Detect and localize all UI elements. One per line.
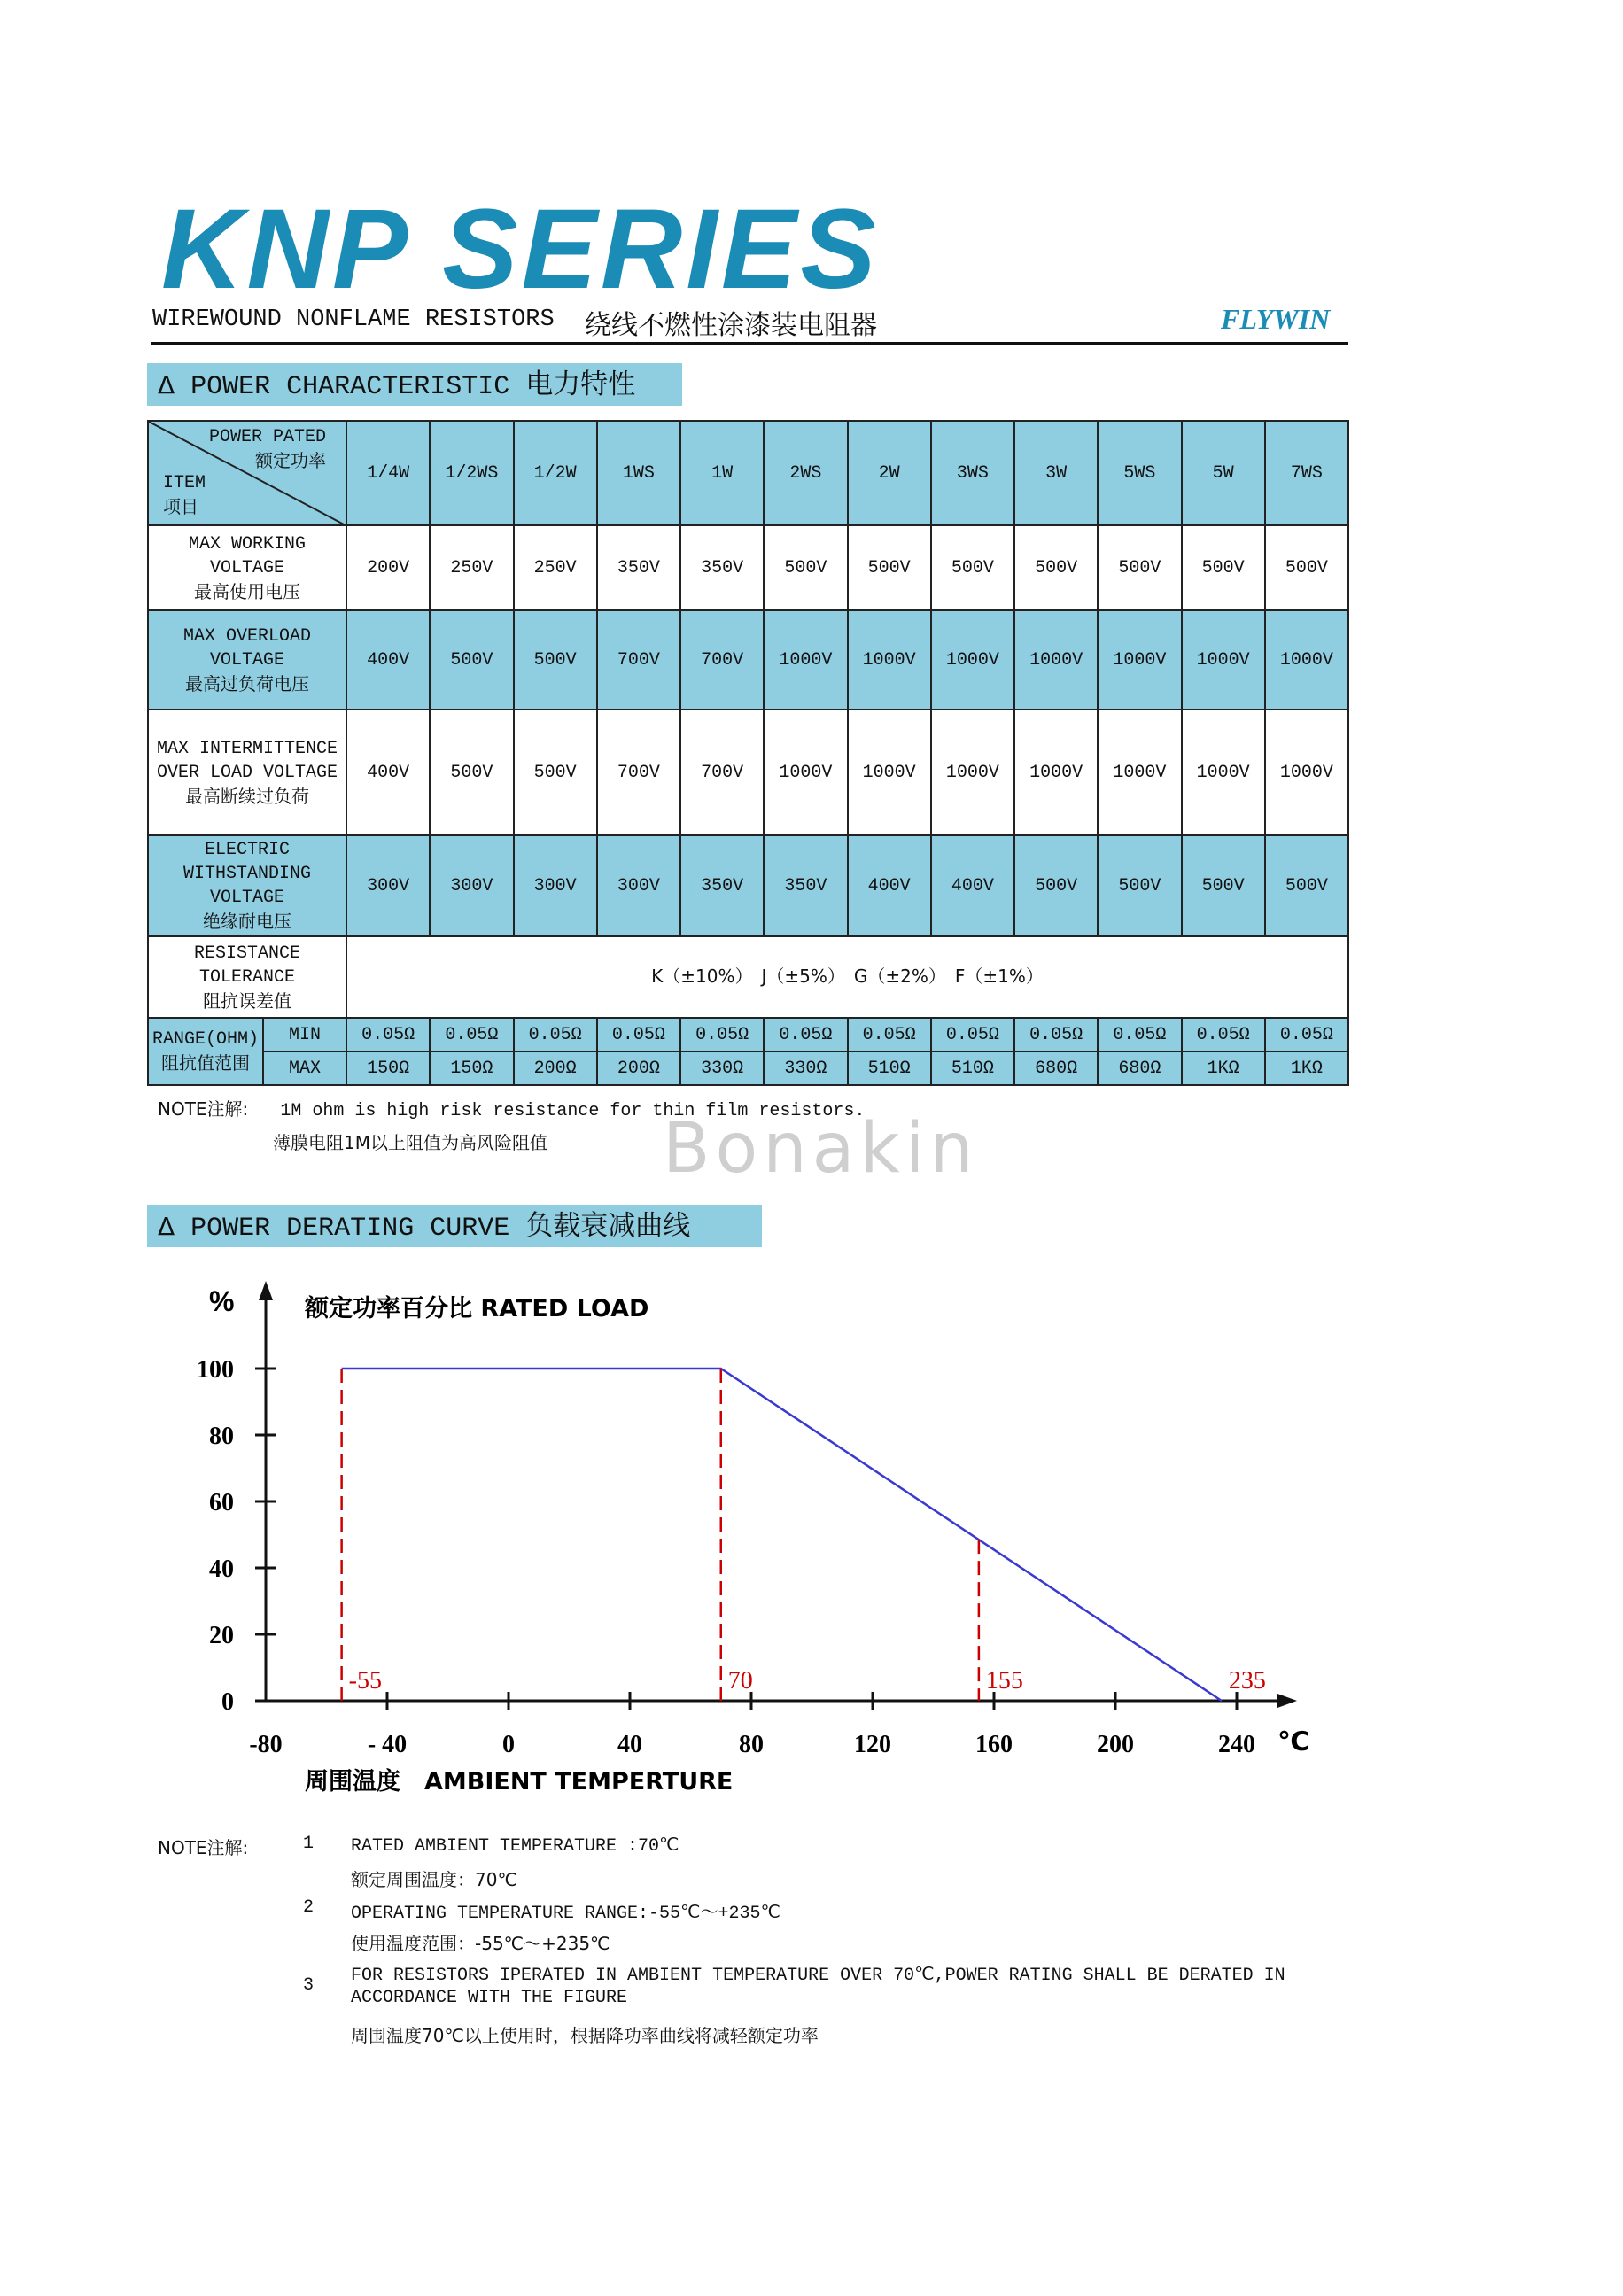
table-row-range-min	[148, 1018, 1348, 1051]
marker-label: 155	[985, 1667, 1023, 1695]
table-cell: 350V	[597, 525, 680, 610]
row-label-en: TOLERANCE	[198, 966, 296, 988]
table-row-max-intermittence-voltage	[148, 710, 1348, 835]
row-label	[148, 835, 346, 936]
table-cell: 150Ω	[346, 1051, 430, 1085]
y-tick-label: 60	[209, 1489, 234, 1516]
subtitle-english: WIREWOUND NONFLAME RESISTORS	[152, 306, 555, 333]
x-tick-label: 240	[1218, 1731, 1255, 1758]
table-cell: 500V	[430, 710, 513, 835]
table-cell: 500V	[1014, 525, 1098, 610]
table-cell: 500V	[430, 610, 513, 710]
table-cell: 0.05Ω	[1098, 1018, 1181, 1051]
table-cell: 680Ω	[1014, 1051, 1098, 1085]
note-1-cn: 额定周围温度：70℃	[351, 1869, 517, 1890]
table-cell: 200V	[346, 525, 430, 610]
tolerance-value	[346, 936, 1348, 1018]
table-cell: 500V	[1182, 525, 1265, 610]
column-header: 1/4W	[346, 421, 430, 525]
table-cell: 0.05Ω	[597, 1018, 680, 1051]
note-2-cn: 使用温度范围：-55℃～+235℃	[351, 1933, 610, 1954]
row-label-en: VOLTAGE	[209, 888, 284, 908]
corner-top-cn: 额定功率	[255, 450, 326, 471]
derating-chart	[177, 1276, 1329, 1807]
table-cell: 1000V	[1265, 710, 1348, 835]
table-cell: 510Ω	[931, 1051, 1014, 1085]
table-cell: 300V	[514, 835, 597, 936]
table-cell: 350V	[680, 835, 764, 936]
table-cell: 200Ω	[514, 1051, 597, 1085]
table-cell: 200Ω	[597, 1051, 680, 1085]
y-tick-label: 80	[209, 1423, 234, 1450]
x-tick-label: 40	[617, 1731, 642, 1758]
derating-curve-heading	[147, 1205, 762, 1247]
table-cell: 1000V	[1182, 710, 1265, 835]
row-label-en: WITHSTANDING	[182, 864, 312, 884]
x-axis-label: 周围温度 AMBIENT TEMPERTURE	[305, 1768, 734, 1796]
table-cell: 1000V	[764, 610, 847, 710]
table-cell: 150Ω	[430, 1051, 513, 1085]
y-tick-label: 0	[221, 1688, 234, 1716]
column-header: 5W	[1182, 421, 1265, 525]
row-label-cn: 最高使用电压	[194, 580, 300, 602]
row-label	[148, 936, 346, 1018]
table-cell: 300V	[597, 835, 680, 936]
corner-bottom-en: ITEM	[163, 473, 206, 493]
power-characteristic-heading	[147, 363, 682, 406]
row-label	[148, 710, 346, 835]
note-2-en: OPERATING TEMPERATURE RANGE:-55℃～+235℃	[351, 1904, 780, 1924]
max-label: MAX	[263, 1051, 346, 1085]
x-tick-label: -80	[249, 1731, 283, 1758]
table-cell: 0.05Ω	[346, 1018, 430, 1051]
note-number: 1	[303, 1834, 315, 1854]
table-cell: 1000V	[1265, 610, 1348, 710]
row-label	[148, 610, 346, 710]
row-label-en: VOLTAGE	[209, 649, 284, 671]
table-cell: 400V	[346, 610, 430, 710]
table-cell: 1000V	[931, 710, 1014, 835]
derating-heading-cn: 负载衰减曲线	[525, 1210, 691, 1242]
min-label: MIN	[263, 1018, 346, 1051]
column-header: 1WS	[597, 421, 680, 525]
x-tick-label: - 40	[367, 1731, 408, 1758]
table-cell: 400V	[346, 710, 430, 835]
x-tick-label: 120	[854, 1731, 891, 1758]
derating-curve-line	[342, 1369, 1222, 1701]
column-header: 5WS	[1098, 421, 1181, 525]
table-cell: 1000V	[764, 710, 847, 835]
table-cell: 0.05Ω	[848, 1018, 931, 1051]
table-corner-cell	[148, 421, 346, 525]
y-axis-arrow-icon	[259, 1281, 273, 1300]
note-number: 2	[303, 1897, 315, 1918]
row-label-cn: 最高断续过负荷	[185, 785, 309, 807]
watermark: Bonakin	[663, 1109, 979, 1189]
triangle-icon: Δ	[158, 370, 175, 399]
table-cell: 700V	[597, 710, 680, 835]
table-cell: 500V	[1265, 525, 1348, 610]
table-cell: 500V	[848, 525, 931, 610]
note-3-en-2: ACCORDANCE WITH THE FIGURE	[351, 1988, 628, 2008]
row-label-cn: 最高过负荷电压	[185, 672, 309, 694]
row-label-en: MAX OVERLOAD	[182, 625, 312, 647]
note-1-en: RATED AMBIENT TEMPERATURE :70℃	[351, 1836, 679, 1857]
table-cell: 1000V	[1098, 610, 1181, 710]
column-header: 3W	[1014, 421, 1098, 525]
range-label	[148, 1018, 263, 1085]
y-axis-symbol: %	[209, 1285, 235, 1317]
table-cell: 300V	[430, 835, 513, 936]
marker-label: -55	[348, 1667, 382, 1695]
table-cell: 1KΩ	[1265, 1051, 1348, 1085]
table-row-withstanding-voltage	[148, 835, 1348, 936]
table-cell: 1000V	[1014, 710, 1098, 835]
table-cell: 510Ω	[848, 1051, 931, 1085]
table-cell: 1000V	[1014, 610, 1098, 710]
marker-label: 70	[727, 1667, 753, 1695]
table-cell: 330Ω	[764, 1051, 847, 1085]
power-heading-en: POWER CHARACTERISTIC	[190, 372, 510, 402]
column-header: 1W	[680, 421, 764, 525]
table-cell: 500V	[1098, 525, 1181, 610]
table-cell: 680Ω	[1098, 1051, 1181, 1085]
row-label-en: VOLTAGE	[209, 557, 284, 578]
column-header: 3WS	[931, 421, 1014, 525]
table-cell: 700V	[680, 710, 764, 835]
row-label-en: MAX INTERMITTENCE	[156, 738, 338, 759]
table-row-range-max	[148, 1051, 1348, 1085]
table-cell: 500V	[514, 710, 597, 835]
notes-bottom-label: NOTE注解:	[158, 1837, 249, 1858]
table-cell: 1000V	[1182, 610, 1265, 710]
series-title: KNP SERIES	[161, 186, 880, 313]
table-cell: 500V	[764, 525, 847, 610]
table-cell: 0.05Ω	[764, 1018, 847, 1051]
table-cell: 500V	[1182, 835, 1265, 936]
power-characteristic-table	[147, 420, 1349, 1086]
table-cell: 400V	[931, 835, 1014, 936]
triangle-icon: Δ	[158, 1212, 175, 1241]
table-row-resistance-tolerance	[148, 936, 1348, 1018]
note-top-text-cn: 薄膜电阻1M以上阻值为高风险阻值	[273, 1132, 547, 1153]
table-cell: 1KΩ	[1182, 1051, 1265, 1085]
row-label-cn: 绝缘耐电压	[203, 911, 291, 932]
x-tick-label: 160	[975, 1731, 1013, 1758]
table-cell: 0.05Ω	[430, 1018, 513, 1051]
table-cell: 250V	[430, 525, 513, 610]
note-3-en: FOR RESISTORS IPERATED IN AMBIENT TEMPERATURE OVER 70℃,POWER RATING SHALL BE DERATED IN	[351, 1966, 1285, 1986]
header-rule	[151, 342, 1348, 345]
table-cell: 250V	[514, 525, 597, 610]
table-cell: 1000V	[1098, 710, 1181, 835]
table-cell: 0.05Ω	[514, 1018, 597, 1051]
range-label-cn: 阻抗值范围	[161, 1052, 250, 1074]
y-axis-label: 额定功率百分比 RATED LOAD	[305, 1295, 649, 1323]
row-label	[148, 525, 346, 610]
y-tick-label: 40	[209, 1555, 234, 1583]
table-cell: 1000V	[931, 610, 1014, 710]
column-header: 7WS	[1265, 421, 1348, 525]
x-axis-arrow-icon	[1277, 1694, 1297, 1708]
table-cell: 350V	[764, 835, 847, 936]
subtitle-chinese: 绕线不燃性涂漆装电阻器	[585, 310, 877, 341]
table-cell: 300V	[346, 835, 430, 936]
x-axis-unit: ℃	[1277, 1726, 1310, 1757]
x-tick-label: 0	[502, 1731, 515, 1758]
table-row-max-working-voltage	[148, 525, 1348, 610]
table-row-max-overload-voltage	[148, 610, 1348, 710]
power-heading-cn: 电力特性	[525, 368, 636, 400]
derating-heading-en: POWER DERATING CURVE	[190, 1214, 510, 1244]
table-cell: 700V	[680, 610, 764, 710]
column-header: 1/2W	[514, 421, 597, 525]
x-tick-label: 80	[739, 1731, 764, 1758]
table-cell: 400V	[848, 835, 931, 936]
x-tick-label: 200	[1097, 1731, 1134, 1758]
tolerance-text: K（±10%） J（±5%） G（±2%） F（±1%）	[651, 965, 1044, 987]
column-header: 2W	[848, 421, 931, 525]
table-cell: 700V	[597, 610, 680, 710]
table-header-row	[148, 421, 1348, 525]
table-cell: 500V	[1014, 835, 1098, 936]
y-tick-label: 100	[197, 1356, 234, 1384]
table-cell: 0.05Ω	[1014, 1018, 1098, 1051]
table-cell: 500V	[931, 525, 1014, 610]
table-cell: 0.05Ω	[680, 1018, 764, 1051]
note-3-cn: 周围温度70℃以上使用时，根据降功率曲线将减轻额定功率	[351, 2025, 819, 2046]
row-label-cn: 阻抗误差值	[203, 989, 291, 1012]
marker-label: 235	[1228, 1667, 1266, 1695]
row-label-en: RESISTANCE	[193, 942, 301, 964]
note-top-label: NOTE注解:	[158, 1098, 249, 1120]
column-header: 1/2WS	[430, 421, 513, 525]
table-cell: 500V	[514, 610, 597, 710]
note-top-text-en: 1M ohm is high risk resistance for thin film resistors.	[280, 1101, 866, 1121]
table-cell: 350V	[680, 525, 764, 610]
row-label-en: ELECTRIC	[204, 840, 290, 860]
table-cell: 0.05Ω	[931, 1018, 1014, 1051]
table-cell: 1000V	[848, 610, 931, 710]
corner-top-en: POWER PATED	[208, 427, 326, 447]
table-cell: 500V	[1265, 835, 1348, 936]
y-tick-label: 20	[209, 1622, 234, 1649]
brand-logo: FLYWIN	[1221, 303, 1331, 335]
table-cell: 0.05Ω	[1265, 1018, 1348, 1051]
range-label-en: RANGE(OHM)	[151, 1029, 260, 1050]
table-cell: 0.05Ω	[1182, 1018, 1265, 1051]
table-cell: 500V	[1098, 835, 1181, 936]
note-number: 3	[303, 1975, 315, 1996]
row-label-en: MAX WORKING	[188, 533, 307, 555]
row-label-en: OVER LOAD VOLTAGE	[156, 762, 338, 783]
corner-bottom-cn: 项目	[163, 496, 198, 517]
table-cell: 1000V	[848, 710, 931, 835]
column-header: 2WS	[764, 421, 847, 525]
table-cell: 330Ω	[680, 1051, 764, 1085]
